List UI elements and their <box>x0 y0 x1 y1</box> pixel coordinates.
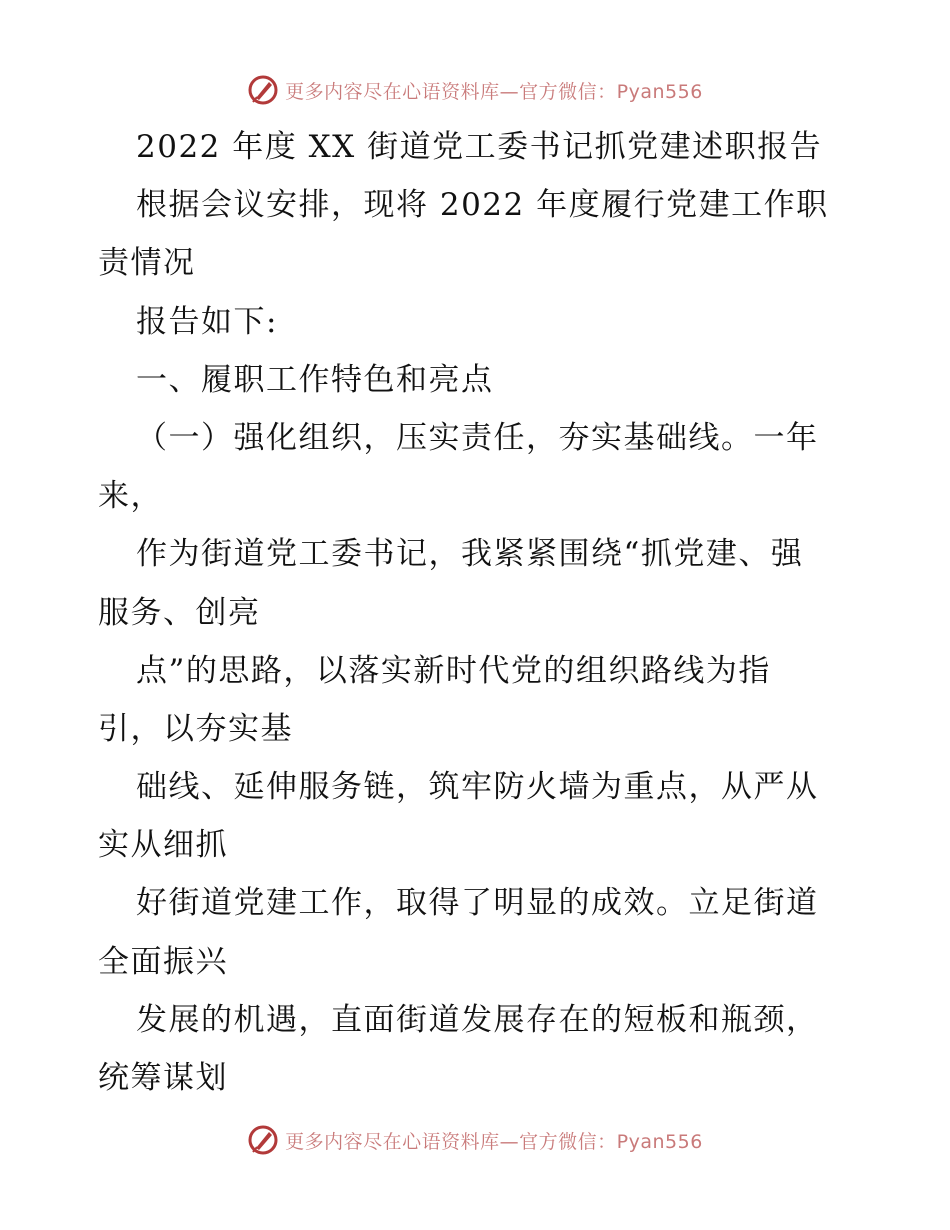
paragraph-line: 础线、延伸服务链，筑牢防火墙为重点，从严从 <box>136 769 819 806</box>
quill-pen-logo-icon <box>247 74 279 106</box>
document-title: 2022 年度 XX 街道党工委书记抓党建述职报告 <box>136 129 823 165</box>
paragraph-line: 责情况 <box>98 245 196 282</box>
subsection-heading: （一）强化组织，压实责任，夯实基础线。一年 <box>136 419 819 456</box>
header-watermark <box>0 72 950 108</box>
paragraph-line: 发展的机遇，直面街道发展存在的短板和瓶颈， <box>136 1001 819 1038</box>
footer-watermark <box>0 1122 950 1158</box>
quill-pen-logo-icon <box>247 1124 279 1156</box>
paragraph-line: 好街道党建工作，取得了明显的成效。立足街道 <box>136 885 819 922</box>
paragraph-line: 全面振兴 <box>98 943 228 980</box>
paragraph-line: 报告如下: <box>136 303 278 340</box>
paragraph-line: 来， <box>98 478 163 515</box>
watermark-text: 更多内容尽在心语资料库—官方微信：Pyan556 <box>285 80 703 103</box>
paragraph-line: 服务、创亮 <box>98 594 261 631</box>
section-heading: 一、履职工作特色和亮点 <box>136 361 494 398</box>
paragraph-line: 实从细抓 <box>98 827 228 864</box>
paragraph-line: 点”的思路，以落实新时代党的组织路线为指 <box>136 652 771 689</box>
watermark-text: 更多内容尽在心语资料库—官方微信：Pyan556 <box>285 1130 703 1153</box>
paragraph-line: 作为街道党工委书记，我紧紧围绕“抓党建、强 <box>136 536 804 573</box>
document-body <box>98 118 858 1107</box>
paragraph-line: 根据会议安排，现将 2022 年度履行党建工作职 <box>136 187 829 224</box>
paragraph-line: 统筹谋划 <box>98 1060 228 1096</box>
paragraph-line: 引，以夯实基 <box>98 710 293 747</box>
